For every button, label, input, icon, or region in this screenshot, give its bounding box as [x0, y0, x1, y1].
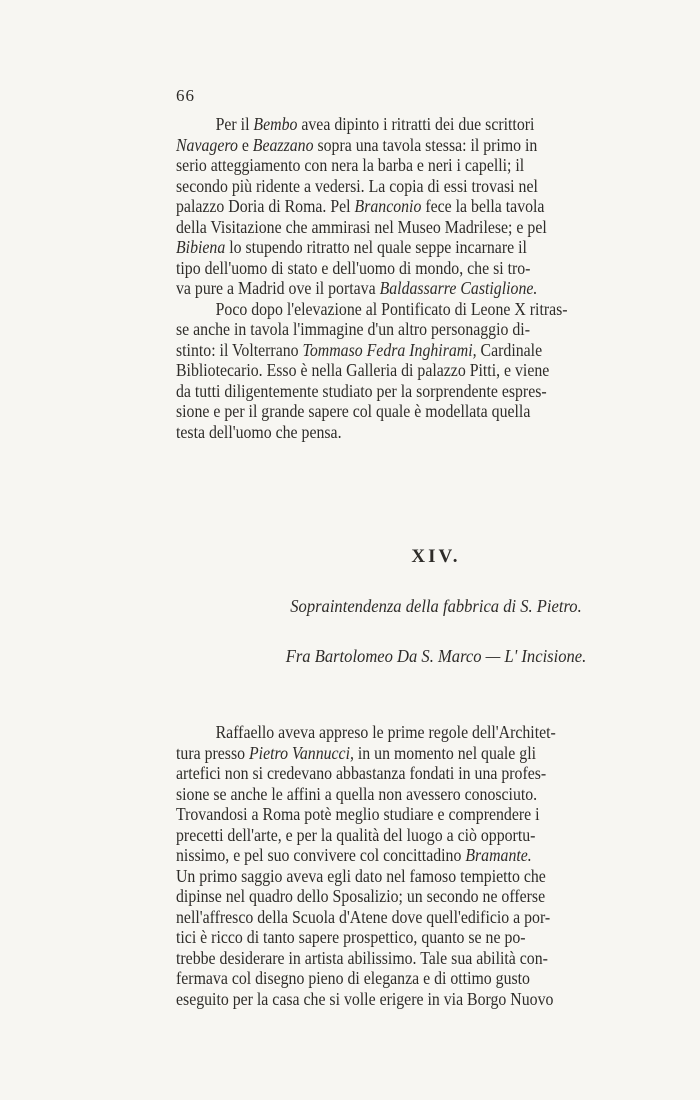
text-segment: Un primo saggio aveva egli dato nel famoso tempietto che	[176, 865, 546, 886]
text-line	[176, 866, 700, 887]
text-line	[176, 722, 700, 743]
text-segment: Trovandosi a Roma potè meglio studiare e comprendere i	[176, 804, 540, 824]
text-line	[176, 907, 700, 928]
text-line	[176, 217, 700, 238]
text-line	[176, 968, 700, 989]
section-subtitle-1: Sopraintendenza della fabbrica di S. Pietro.	[290, 596, 582, 616]
text-line	[176, 319, 700, 340]
text-segment: tipo dell'uomo di stato e dell'uomo di mondo, che si tro-	[176, 257, 531, 278]
text-segment: va pure a Madrid ove il portava	[176, 278, 380, 298]
text-segment: trebbe desiderare in artista abilissimo. Tale sua abilità con-	[176, 947, 548, 968]
text-segment: stinto: il Volterrano	[176, 339, 303, 360]
text-line	[176, 422, 700, 443]
text-segment: in un momento nel quale gli	[353, 742, 537, 763]
text-segment: fece la bella tavola	[421, 196, 545, 216]
text-segment: avea dipinto i ritratti dei due scrittori	[297, 114, 535, 134]
text-line	[176, 381, 700, 402]
text-segment: e	[237, 134, 253, 155]
page-number: 66	[176, 86, 195, 105]
text-segment: se anche in tavola l'immagine d'un altro personaggio di-	[176, 319, 530, 339]
text-segment: nissimo, e pel suo convivere col concittadino	[176, 845, 466, 865]
text-line	[176, 763, 700, 784]
text-segment: Poco dopo l'elevazione al Pontificato di Leone X ritras-	[215, 298, 568, 319]
italic-text: Bibiena	[176, 237, 226, 257]
text-segment: della Visitazione che ammirasi nel Museo Madrilese; e pel	[176, 216, 547, 237]
italic-text: Navagero	[176, 134, 238, 155]
text-segment: serio atteggiamento con nera la barba e neri i capelli; il	[176, 155, 525, 175]
italic-text: Pietro Vannucci,	[248, 742, 354, 763]
text-line	[176, 743, 700, 764]
text-segment: palazzo Doria di Roma. Pel	[176, 196, 355, 216]
text-segment: sopra una tavola stessa: il primo in	[313, 134, 538, 155]
italic-text: Bembo	[253, 114, 298, 134]
text-segment: lo stupendo ritratto nel quale seppe incarnare il	[225, 237, 527, 257]
text-segment: dipinse nel quadro dello Sposalizio; un secondo ne offerse	[176, 886, 546, 906]
text-segment: sione se anche le affini a quella non avessero conosciuto.	[176, 783, 538, 804]
text-segment: tici è ricco di tanto sapere prospettico, quanto se ne po-	[176, 927, 526, 947]
text-line	[176, 401, 700, 422]
text-line	[176, 340, 700, 361]
text-segment: precetti dell'arte, e per la qualità del luogo a ciò opportu-	[176, 824, 536, 845]
text-line	[176, 258, 700, 279]
italic-text: Bramante.	[465, 845, 532, 865]
paragraph-block-2	[176, 722, 700, 1009]
text-line	[176, 114, 700, 135]
text-segment: Raffaello aveva appreso le prime regole dell'Architet-	[215, 722, 556, 742]
text-segment: nell'affresco della Scuola d'Atene dove quell'edificio a por-	[176, 906, 551, 927]
text-segment: Cardinale	[476, 339, 543, 360]
text-line	[176, 845, 700, 866]
text-line	[176, 299, 700, 320]
section-subtitle-2: Fra Bartolomeo Da S. Marco — L' Incisione.	[285, 646, 587, 666]
italic-text: Branconio	[354, 196, 422, 216]
text-line	[176, 237, 700, 258]
text-segment: da tutti diligentemente studiato per la sorprendente espres-	[176, 380, 547, 401]
text-line	[176, 948, 700, 969]
italic-text: Tommaso Fedra Inghirami,	[302, 339, 477, 360]
text-segment: Per il	[215, 114, 254, 134]
section-number: XIV.	[411, 546, 461, 567]
text-line	[176, 176, 700, 197]
text-line	[176, 886, 700, 907]
text-segment: Bibliotecario. Esso è nella Galleria di palazzo Pitti, e viene	[176, 360, 550, 380]
italic-text: Baldassarre Castiglione.	[379, 278, 538, 298]
text-segment: sione e per il grande sapere col quale è modellata quella	[176, 401, 531, 421]
text-line	[176, 784, 700, 805]
text-segment: testa dell'uomo che pensa.	[176, 421, 342, 442]
text-line	[176, 804, 700, 825]
text-line	[176, 927, 700, 948]
text-segment: artefici non si credevano abbastanza fondati in una profes-	[176, 763, 547, 783]
text-line	[176, 360, 700, 381]
italic-text: Beazzano	[252, 134, 314, 155]
paragraph-block-1	[176, 114, 700, 442]
text-line	[176, 825, 700, 846]
text-segment: tura presso	[176, 742, 249, 763]
text-segment: secondo più ridente a vedersi. La copia di essi trovasi nel	[176, 175, 538, 196]
text-segment: fermava col disegno pieno di eleganza e di ottimo gusto	[176, 968, 530, 988]
text-line	[176, 989, 700, 1010]
text-line	[176, 196, 700, 217]
text-segment: eseguito per la casa che si volle erigere in via Borgo Nuovo	[176, 988, 554, 1009]
text-line	[176, 155, 700, 176]
text-line	[176, 278, 700, 299]
text-line	[176, 135, 700, 156]
